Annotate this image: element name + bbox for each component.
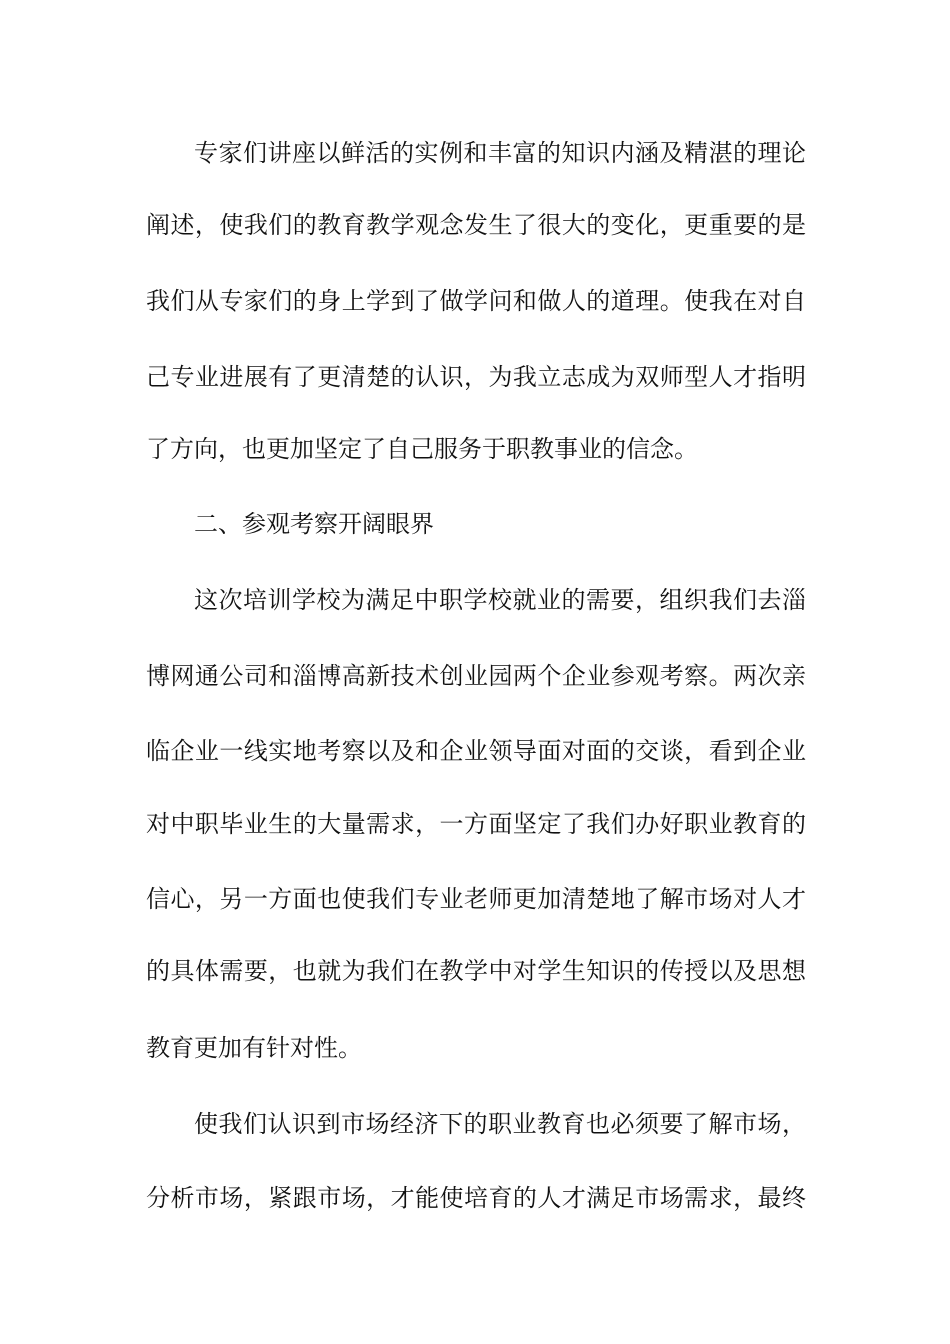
paragraph-1-line-5: 了方向，也更加坚定了自己服务于职教事业的信念。 [146, 435, 698, 463]
paragraph-3-line-1: 使我们认识到市场经济下的职业教育也必须要了解市场， [194, 1110, 806, 1138]
paragraph-2-line-4: 对中职毕业生的大量需求，一方面坚定了我们办好职业教育的 [146, 810, 806, 838]
paragraph-2-line-6: 的具体需要，也就为我们在教学中对学生知识的传授以及思想 [146, 957, 806, 985]
paragraph-1-line-1: 专家们讲座以鲜活的实例和丰富的知识内涵及精湛的理论 [194, 139, 806, 167]
paragraph-2-line-7: 教育更加有针对性。 [146, 1034, 362, 1062]
paragraph-2-line-1: 这次培训学校为满足中职学校就业的需要，组织我们去淄 [194, 586, 806, 614]
paragraph-1-line-4: 己专业进展有了更清楚的认识，为我立志成为双师型人才指明 [146, 363, 806, 391]
paragraph-1-line-2: 阐述，使我们的教育教学观念发生了很大的变化，更重要的是 [146, 211, 806, 239]
section-heading: 二、参观考察开阔眼界 [194, 510, 434, 538]
paragraph-2-line-2: 博网通公司和淄博高新技术创业园两个企业参观考察。两次亲 [146, 662, 806, 690]
paragraph-1-line-3: 我们从专家们的身上学到了做学问和做人的道理。使我在对自 [146, 287, 806, 315]
paragraph-2-line-3: 临企业一线实地考察以及和企业领导面对面的交谈，看到企业 [146, 737, 806, 765]
paragraph-2-line-5: 信心，另一方面也使我们专业老师更加清楚地了解市场对人才 [146, 885, 806, 913]
paragraph-3-line-2: 分析市场，紧跟市场，才能使培育的人才满足市场需求，最终 [146, 1184, 806, 1212]
